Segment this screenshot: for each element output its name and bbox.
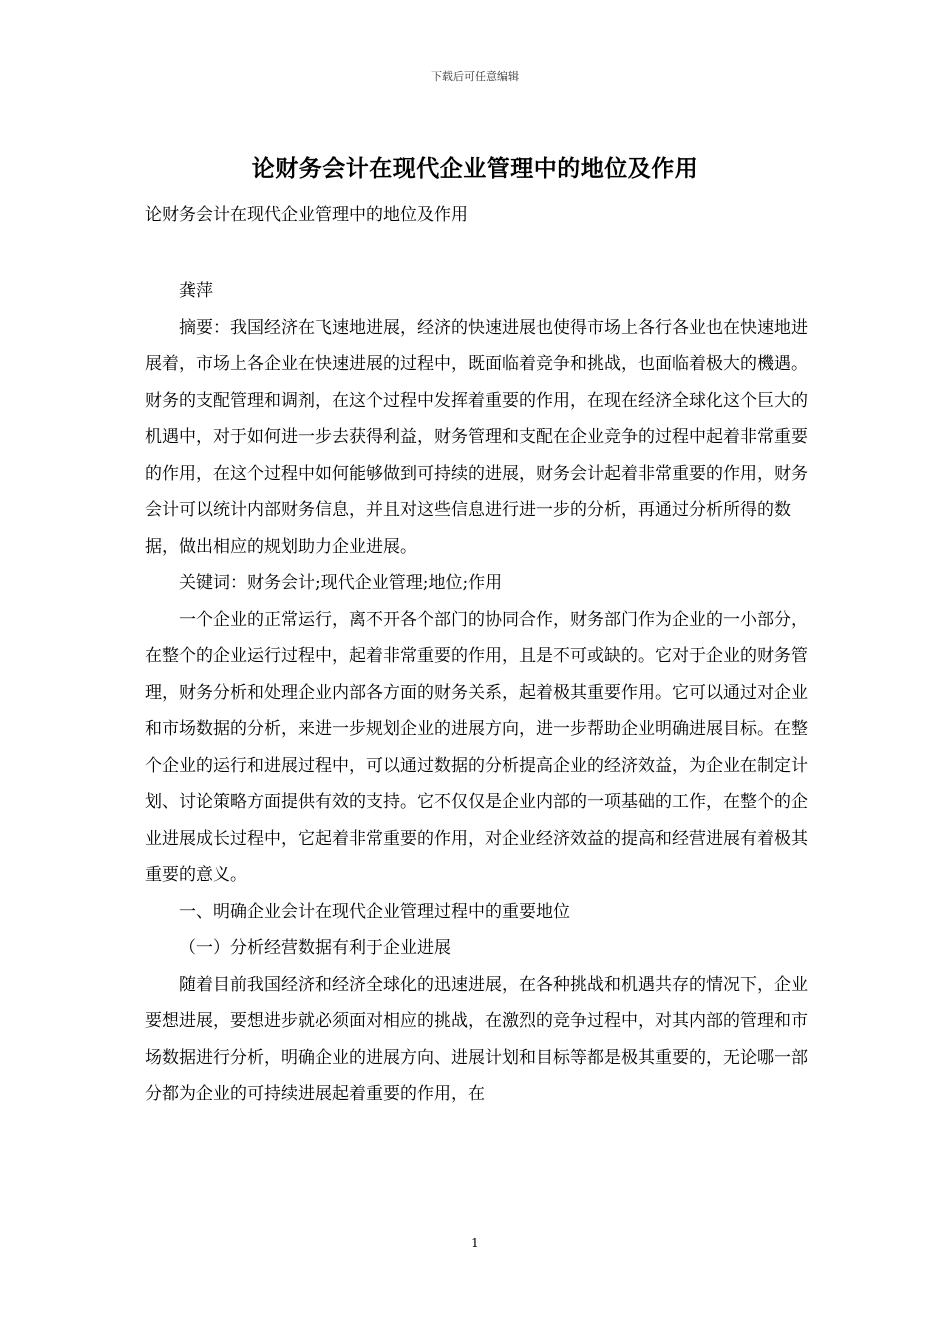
author-name: 龚萍 bbox=[179, 281, 213, 301]
document-title: 论财务会计在现代企业管理中的地位及作用 bbox=[251, 155, 699, 182]
document-body bbox=[145, 273, 810, 1113]
header-note: 下载后可任意编辑 bbox=[431, 70, 519, 83]
intro-paragraph: 一个企业的正常运行，离不开各个部门的协同合作，财务部门作为企业的一小部分，在整个的企业运行过程中，起着非常重要的作用，且是不可或缺的。它对于企业的财务管理，财务分析和处理企业内部各方面的财务关系，起着极其重要作用。它可以通过对企业和市场数据的分析，来进一步规划企业的进展方向，进一步帮助企业明确进展目标。在整个企业的运行和进展过程中，可以通过数据的分析提高企业的经济效益，为企业在制定计划、讨论策略方面提供有效的支持。它不仅仅是企业内部的一项基础的工作，在整个的企业进展成长过程中，它起着非常重要的作用，对企业经济效益的提高和经营进展有着极其重要的意义。 bbox=[145, 609, 808, 885]
keywords-paragraph: 关键词：财务会计;现代企业管理;地位;作用 bbox=[179, 573, 503, 593]
section-heading: 一、明确企业会计在现代企业管理过程中的重要地位 bbox=[179, 901, 570, 922]
subsection-paragraph: 随着目前我国经济和经济全球化的迅速进展，在各种挑战和机遇共存的情况下，企业要想进展，要想进步就必须面对相应的挑战，在激烈的竞争过程中，对其内部的管理和市场数据进行分析，明确企业的进展方向、进展计划和目标等都是极其重要的，无论哪一部分都为企业的可持续进展起着重要的作用，在 bbox=[145, 974, 808, 1104]
abstract-paragraph: 摘要：我国经济在飞速地进展，经济的快速进展也使得市场上各行各业也在快速地进展着，市场上各企业在快速进展的过程中，既面临着竞争和挑战，也面临着极大的機遇。财务的支配管理和调剂，在这个过程中发挥着重要的作用，在现在经济全球化这个巨大的机遇中，对于如何进一步去获得利益，财务管理和支配在企业竞争的过程中起着非常重要的作用，在这个过程中如何能够做到可持续的进展，财务会计起着非常重要的作用，财务会计可以统计内部财务信息，并且对这些信息进行进一步的分析，再通过分析所得的数据，做出相应的规划助力企业进展。 bbox=[145, 317, 808, 557]
subsection-heading: （一）分析经营数据有利于企业进展 bbox=[179, 938, 451, 958]
page-number: 1 bbox=[471, 1236, 479, 1250]
document-subtitle: 论财务会计在现代企业管理中的地位及作用 bbox=[145, 205, 468, 225]
